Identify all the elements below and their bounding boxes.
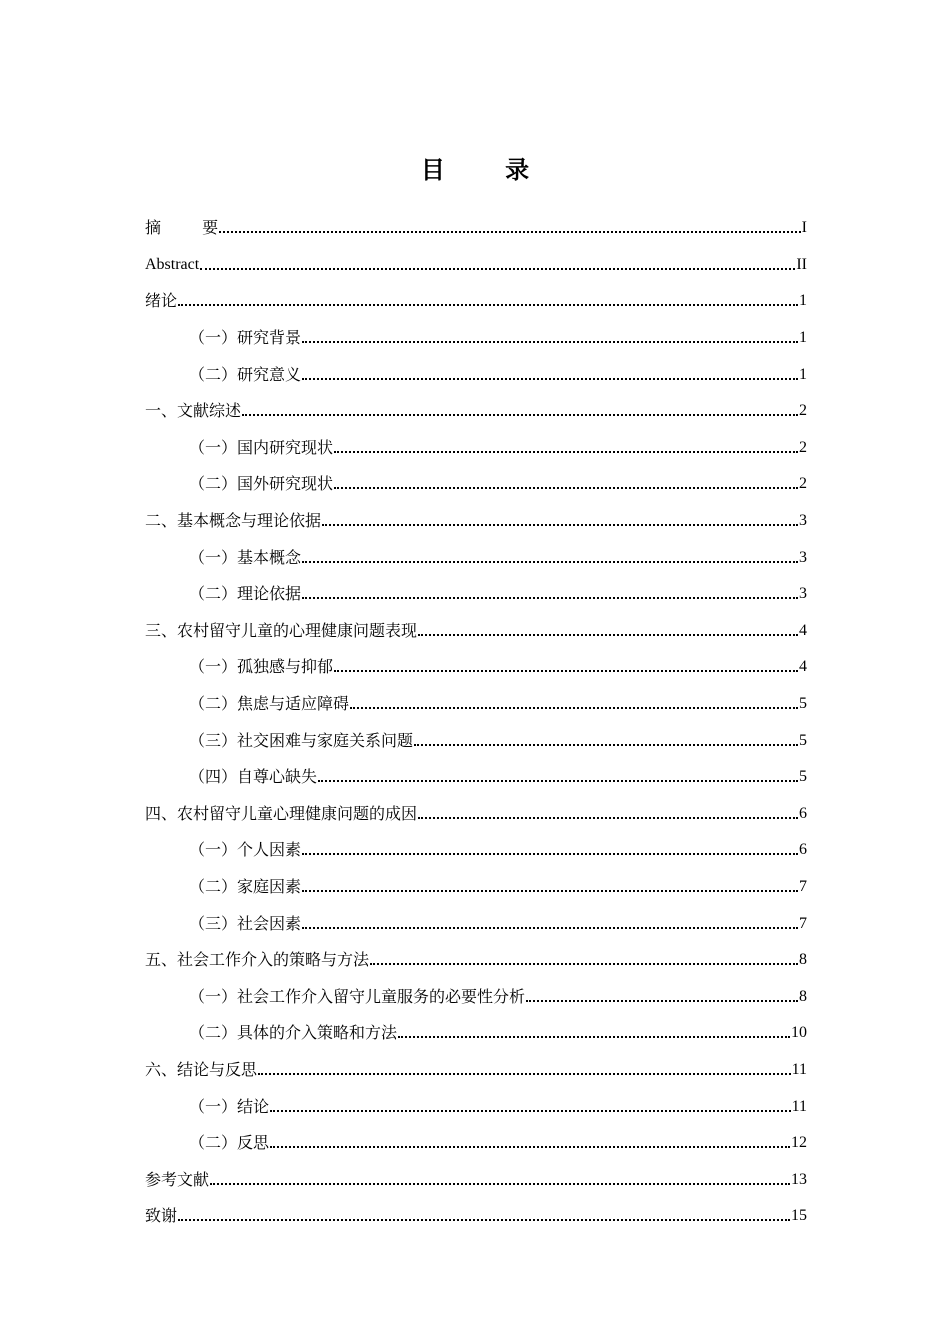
toc-entry[interactable] (145, 869, 807, 906)
dot-leader (334, 670, 798, 672)
dot-leader (370, 963, 798, 965)
dot-leader (258, 1073, 791, 1075)
toc-entry-label: （一）社会工作介入留守儿童服务的必要性分析 (189, 986, 526, 1006)
toc-entry[interactable] (145, 613, 807, 650)
dot-leader (526, 1000, 798, 1002)
toc-entry-label: 绪论 (145, 291, 178, 311)
toc-entry-label: （一）研究背景 (189, 328, 302, 348)
toc-entry[interactable] (145, 905, 807, 942)
toc-entry-label: 摘 要 (145, 218, 219, 238)
toc-entry[interactable] (145, 978, 807, 1015)
toc-entry[interactable] (145, 1125, 807, 1162)
toc-entry[interactable] (145, 1015, 807, 1052)
toc-entry-page-number: 10 (791, 1024, 807, 1042)
toc-entry-label: （二）焦虑与适应障碍 (189, 694, 350, 714)
toc-entry[interactable] (145, 430, 807, 467)
dot-leader (334, 487, 798, 489)
dot-leader (302, 561, 798, 563)
toc-entry[interactable] (145, 247, 807, 284)
toc-entry-label: 五、社会工作介入的策略与方法 (145, 950, 370, 970)
toc-entry[interactable] (145, 466, 807, 503)
toc-entry-label: （二）国外研究现状 (189, 474, 334, 494)
toc-entry[interactable] (145, 686, 807, 723)
toc-entry[interactable] (145, 759, 807, 796)
toc-entry-label: 六、结论与反思 (145, 1059, 258, 1079)
toc-entry-label: 一、文献综述 (145, 401, 242, 421)
toc-entry-label: 二、基本概念与理论依据 (145, 511, 322, 531)
toc-entry-page-number: 8 (799, 987, 807, 1005)
toc-entry[interactable] (145, 539, 807, 576)
toc-entry-page-number: I (801, 219, 807, 237)
toc-entry[interactable] (145, 393, 807, 430)
toc-entry-label: （二）反思 (189, 1133, 270, 1153)
dot-leader (302, 597, 798, 599)
toc-entry-label: （一）个人因素 (189, 840, 302, 860)
toc-entry-page-number: 11 (791, 1097, 807, 1115)
toc-entry[interactable] (145, 796, 807, 833)
toc-entry-page-number: 2 (799, 402, 807, 420)
dot-leader (219, 231, 801, 233)
toc-entry-label: （四）自尊心缺失 (189, 767, 318, 787)
toc-entry-label: 三、农村留守儿童的心理健康问题表现 (145, 620, 418, 640)
toc-entry-page-number: 1 (799, 365, 807, 383)
toc-entry-page-number: 1 (799, 329, 807, 347)
toc-entry-page-number: 2 (799, 475, 807, 493)
toc-entry-label: （一）结论 (189, 1096, 270, 1116)
toc-entry-page-number: 3 (799, 585, 807, 603)
toc-entry-page-number: 1 (799, 292, 807, 310)
dot-leader (302, 853, 798, 855)
dot-leader (302, 341, 798, 343)
dot-leader (418, 634, 798, 636)
toc-entry-label: （一）孤独感与抑郁 (189, 657, 334, 677)
dot-leader (210, 1183, 790, 1185)
toc-entry-page-number: 6 (799, 841, 807, 859)
toc-entry-page-number: 8 (799, 951, 807, 969)
toc-entry-page-number: 5 (799, 695, 807, 713)
toc-entry[interactable] (145, 1198, 807, 1235)
toc-entry-label: Abstract (145, 255, 200, 273)
toc-entry-label: （二）研究意义 (189, 364, 302, 384)
toc-entry-page-number: 7 (799, 914, 807, 932)
toc-entry[interactable] (145, 1161, 807, 1198)
dot-leader (322, 524, 798, 526)
dot-leader (200, 268, 795, 270)
toc-entry-page-number: 3 (799, 548, 807, 566)
toc-entry[interactable] (145, 1052, 807, 1089)
toc-entry[interactable] (145, 576, 807, 613)
dot-leader (270, 1146, 790, 1148)
toc-entry-page-number: 7 (799, 877, 807, 895)
toc-entry[interactable] (145, 942, 807, 979)
toc-entry[interactable] (145, 649, 807, 686)
toc-entry-page-number: 15 (791, 1207, 807, 1225)
toc-entry[interactable] (145, 356, 807, 393)
toc-entry-label: 参考文献 (145, 1169, 210, 1189)
toc-entry-label: （三）社会因素 (189, 913, 302, 933)
toc-entry-page-number: 11 (791, 1060, 807, 1078)
toc-entry-page-number: 6 (799, 804, 807, 822)
dot-leader (270, 1110, 791, 1112)
dot-leader (242, 414, 798, 416)
dot-leader (350, 707, 798, 709)
toc-entry-label: （二）理论依据 (189, 584, 302, 604)
toc-entry-page-number: II (796, 255, 807, 273)
toc-entry[interactable] (145, 320, 807, 357)
toc-entry-label: （二）具体的介入策略和方法 (189, 1023, 398, 1043)
dot-leader (414, 744, 798, 746)
toc-entry-page-number: 5 (799, 731, 807, 749)
toc-entry[interactable] (145, 832, 807, 869)
dot-leader (178, 304, 798, 306)
dot-leader (178, 1219, 790, 1221)
toc-entry-page-number: 3 (799, 512, 807, 530)
toc-entry[interactable] (145, 1088, 807, 1125)
dot-leader (318, 780, 798, 782)
dot-leader (302, 890, 798, 892)
toc-entry-page-number: 2 (799, 438, 807, 456)
toc-entry-page-number: 4 (799, 658, 807, 676)
toc-entry[interactable] (145, 283, 807, 320)
dot-leader (398, 1036, 790, 1038)
toc-title: 目 录 (420, 156, 556, 184)
toc-list (145, 210, 807, 1235)
toc-entry-label: 致谢 (145, 1206, 178, 1226)
toc-entry-page-number: 4 (799, 621, 807, 639)
dot-leader (418, 817, 798, 819)
toc-entry[interactable] (145, 503, 807, 540)
toc-entry-page-number: 12 (791, 1134, 807, 1152)
dot-leader (334, 451, 798, 453)
toc-entry[interactable] (145, 722, 807, 759)
toc-entry-page-number: 5 (799, 768, 807, 786)
toc-entry-label: 四、农村留守儿童心理健康问题的成因 (145, 803, 418, 823)
toc-entry-label: （三）社交困难与家庭关系问题 (189, 730, 414, 750)
toc-entry-label: （一）基本概念 (189, 547, 302, 567)
dot-leader (302, 378, 798, 380)
dot-leader (302, 927, 798, 929)
toc-entry-label: （一）国内研究现状 (189, 437, 334, 457)
toc-entry[interactable] (145, 210, 807, 247)
toc-entry-label: （二）家庭因素 (189, 876, 302, 896)
toc-entry-page-number: 13 (791, 1170, 807, 1188)
